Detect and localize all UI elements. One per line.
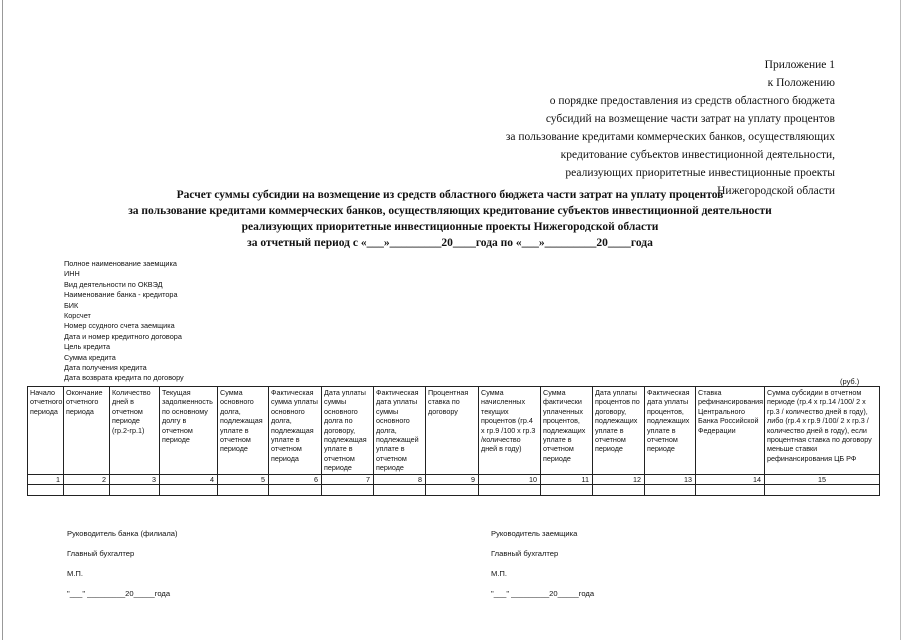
table-cell[interactable]	[593, 485, 645, 496]
table-header-cell: Сумма фактически уплаченных процентов, подлежащих уплате в отчетном периоде	[541, 387, 593, 475]
table-header-cell: Процентная ставка по договору	[426, 387, 479, 475]
field-label: Дата и номер кредитного договора	[64, 331, 182, 341]
table-header-cell: Сумма субсидии в отчетном периоде (гр.4 х гр.14 /100/ 2 х гр.3 / количество дней в году), либо (гр.4 х гр.9 /100/ 2 х гр.3 / количество дней в году), если процентная ставка по договору меньше ставки рефинансирования ЦБ РФ	[765, 387, 880, 475]
column-number: 1	[28, 474, 64, 484]
field-label: Цель кредита	[64, 342, 111, 352]
field-label: ИНН	[64, 269, 80, 279]
appendix-line: реализующих приоритетные инвестиционные проекты	[565, 167, 835, 179]
appendix-line: Приложение 1	[764, 59, 835, 71]
appendix-line: за пользование кредитами коммерческих банков, осуществляющих	[505, 131, 835, 143]
borrower-head-signature-label: Руководитель заемщика	[491, 529, 578, 538]
date-left-line: "___" _________20_____года	[67, 589, 171, 598]
date-right-line: "___" _________20_____года	[491, 589, 595, 598]
table-cell[interactable]	[765, 485, 880, 496]
title-line: реализующих приоритетные инвестиционные проекты Нижегородской области	[241, 221, 659, 233]
chief-accountant-right-label: Главный бухгалтер	[491, 549, 559, 558]
table-cell[interactable]	[218, 485, 269, 496]
title-line: за пользование кредитами коммерческих банков, осуществляющих кредитование субъектов инвестиционной деятельности	[128, 205, 772, 217]
field-label: Сумма кредита	[64, 352, 116, 362]
column-number: 15	[765, 474, 880, 484]
scan-edge-left	[2, 0, 3, 640]
column-number: 3	[110, 474, 160, 484]
column-number: 5	[218, 474, 269, 484]
table-header-cell: Текущая задолженность по основному долгу в отчетном периоде	[160, 387, 218, 475]
table-cell[interactable]	[28, 485, 64, 496]
table-header-cell: Количество дней в отчетном периоде (гр.2-гр.1)	[110, 387, 160, 475]
column-number: 9	[426, 474, 479, 484]
column-number: 4	[160, 474, 218, 484]
table-cell[interactable]	[479, 485, 541, 496]
table-header-cell: Ставка рефинансирования Центрального Банка Российской Федерации	[696, 387, 765, 475]
field-label: Корсчет	[64, 311, 91, 321]
field-label: Наименование банка - кредитора	[64, 290, 178, 300]
table-header-row	[28, 387, 880, 475]
field-label: Дата возврата кредита по договору	[64, 373, 184, 383]
field-label: Полное наименование заемщика	[64, 259, 177, 268]
column-number: 13	[645, 474, 696, 484]
table-cell[interactable]	[426, 485, 479, 496]
document-title	[40, 187, 860, 251]
column-number: 10	[479, 474, 541, 484]
table-data-row	[28, 485, 880, 496]
table-header-cell: Сумма начисленных текущих процентов (гр.4 х гр.9 /100 х гр.3 /количество дней в году)	[479, 387, 541, 475]
table-cell[interactable]	[374, 485, 426, 496]
table-header-cell: Фактическая дата уплаты процентов, подлежащих уплате в отчетном периоде	[645, 387, 696, 475]
table-header-cell: Начало отчетного периода	[28, 387, 64, 475]
chief-accountant-left-label: Главный бухгалтер	[67, 549, 135, 558]
scan-edge-right	[900, 0, 901, 640]
field-label: Номер ссудного счета заемщика	[64, 321, 175, 331]
subsidy-calculation-table	[27, 386, 880, 496]
field-label: Дата получения кредита	[64, 363, 147, 373]
table-cell[interactable]	[322, 485, 374, 496]
column-number: 14	[696, 474, 765, 484]
appendix-line: Нижегородской области	[717, 185, 835, 197]
seal-right-label: М.П.	[491, 569, 508, 578]
seal-left-label: М.П.	[67, 569, 84, 578]
table-header-cell: Дата уплаты процентов по договору, подлежащих уплате в отчетном периоде	[593, 387, 645, 475]
appendix-reference	[405, 56, 835, 200]
borrower-fields	[64, 259, 184, 384]
table-cell[interactable]	[110, 485, 160, 496]
table-header-cell: Сумма основного долга, подлежащая уплате в отчетном периоде	[218, 387, 269, 475]
currency-unit: (руб.)	[840, 377, 860, 386]
appendix-line: к Положению	[767, 77, 835, 89]
table-cell[interactable]	[160, 485, 218, 496]
field-label: Вид деятельности по ОКВЭД	[64, 279, 163, 289]
column-number: 7	[322, 474, 374, 484]
column-number: 12	[593, 474, 645, 484]
table-cell[interactable]	[269, 485, 322, 496]
title-line: за отчетный период с «___»_________20____года по «___»_________20____года	[247, 237, 653, 249]
bank-head-signature-label: Руководитель банка (филиала)	[67, 529, 178, 538]
column-number: 8	[374, 474, 426, 484]
table-cell[interactable]	[64, 485, 110, 496]
appendix-line: о порядке предоставления из средств областного бюджета	[549, 95, 835, 107]
table-cell[interactable]	[645, 485, 696, 496]
table-column-numbers-row	[28, 474, 880, 484]
title-line: Расчет суммы субсидии на возмещение из средств областного бюджета части затрат на уплату процентов	[176, 189, 724, 201]
table-header-cell: Дата уплаты суммы основного долга по договору, подлежащая уплате в отчетном периоде	[322, 387, 374, 475]
field-label: БИК	[64, 300, 79, 310]
column-number: 2	[64, 474, 110, 484]
column-number: 11	[541, 474, 593, 484]
table-cell[interactable]	[541, 485, 593, 496]
table-header-cell: Фактическая дата уплаты суммы основного долга, подлежащей уплате в отчетном периоде	[374, 387, 426, 475]
table-header-cell: Фактическая сумма уплаты основного долга, подлежащая уплате в отчетном периода	[269, 387, 322, 475]
appendix-line: кредитование субъектов инвестиционной деятельности,	[560, 149, 835, 161]
table-header-cell: Окончание отчетного периода	[64, 387, 110, 475]
column-number: 6	[269, 474, 322, 484]
table-cell[interactable]	[696, 485, 765, 496]
appendix-line: субсидий на возмещение части затрат на уплату процентов	[545, 113, 835, 125]
